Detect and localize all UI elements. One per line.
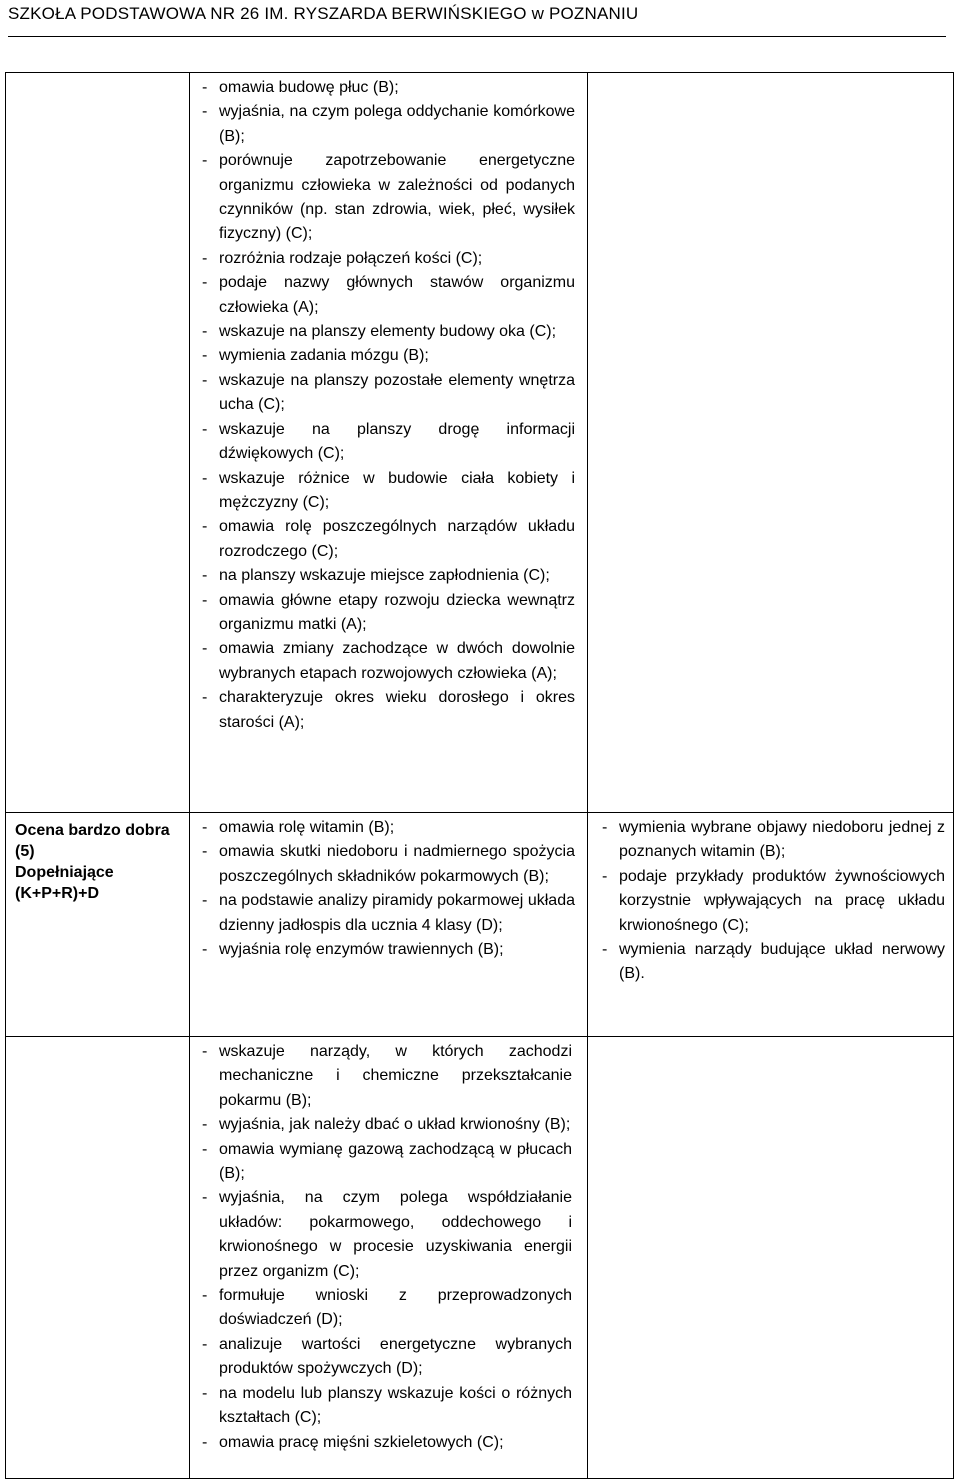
list-item: - charakteryzuje okres wieku dorosłego i okres starości (A); — [202, 686, 575, 735]
list-item: - wskazuje różnice w budowie ciała kobiety i mężczyzny (C); — [202, 467, 575, 516]
list-item: - wskazuje na planszy pozostałe elementy wnętrza ucha (C); — [202, 369, 575, 418]
requirements-cell — [190, 73, 588, 813]
list-item: - wymienia wybrane objawy niedoboru jednej z poznanych witamin (B); — [602, 816, 945, 865]
table-row — [6, 1037, 954, 1479]
requirements-list — [202, 1040, 572, 1455]
requirements-cell — [588, 73, 954, 813]
table-row — [6, 813, 954, 1037]
list-item: - omawia zmiany zachodzące w dwóch dowolnie wybranych etapach rozwojowych człowieka (A); — [202, 637, 575, 686]
list-item: - na planszy wskazuje miejsce zapłodnienia (C); — [202, 564, 575, 588]
list-item: - omawia główne etapy rozwoju dziecka wewnątrz organizmu matki (A); — [202, 589, 575, 638]
grade-label — [6, 1037, 189, 1044]
grade-cell — [6, 73, 190, 813]
list-item: - podaje nazwy głównych stawów organizmu człowieka (A); — [202, 271, 575, 320]
grade-cell — [6, 1037, 190, 1479]
list-item: - wymienia zadania mózgu (B); — [202, 344, 575, 368]
requirements-table — [5, 72, 954, 1479]
grade-label: Ocena bardzo dobra (5) Dopełniające (K+P+R)+D — [15, 822, 170, 902]
header-divider — [8, 36, 946, 37]
grade-cell — [6, 813, 190, 1037]
list-item: - na podstawie analizy piramidy pokarmowej układa dzienny jadłospis dla ucznia 4 klasy (D); — [202, 889, 575, 938]
list-item: - formułuje wnioski z przeprowadzonych doświadczeń (D); — [202, 1284, 572, 1333]
requirements-list — [202, 816, 575, 962]
requirements-list — [602, 816, 945, 987]
requirements-list — [202, 76, 575, 735]
list-item: - wyjaśnia, na czym polega oddychanie komórkowe (B); — [202, 100, 575, 149]
list-item: - wskazuje na planszy elementy budowy oka (C); — [202, 320, 575, 344]
table-row — [6, 73, 954, 813]
list-item: - wyjaśnia rolę enzymów trawiennych (B); — [202, 938, 575, 962]
requirements-cell — [588, 813, 954, 1037]
list-item: - omawia pracę mięśni szkieletowych (C); — [202, 1431, 572, 1455]
list-item: - omawia rolę poszczególnych narządów układu rozrodczego (C); — [202, 515, 575, 564]
requirements-cell — [190, 813, 588, 1037]
list-item: - wskazuje narządy, w których zachodzi mechaniczne i chemiczne przekształcanie pokarmu (B); — [202, 1040, 572, 1113]
list-item: - wyjaśnia, na czym polega współdziałanie układów: pokarmowego, oddechowego i krwionośnego w procesie uzyskiwania energii przez organizm (C); — [202, 1186, 572, 1284]
list-item: - podaje przykłady produktów żywnościowych korzystnie wpływających na pracę układu krwionośnego (C); — [602, 865, 945, 938]
list-item: - wymienia narządy budujące układ nerwowy (B). — [602, 938, 945, 987]
list-item: - omawia wymianę gazową zachodzącą w płucach (B); — [202, 1138, 572, 1187]
list-item: - rozróżnia rodzaje połączeń kości (C); — [202, 247, 575, 271]
list-item: - omawia rolę witamin (B); — [202, 816, 575, 840]
page-header: SZKOŁA PODSTAWOWA NR 26 IM. RYSZARDA BERWIŃSKIEGO w POZNANIU — [8, 4, 639, 23]
list-item: - na modelu lub planszy wskazuje kości o różnych kształtach (C); — [202, 1382, 572, 1431]
list-item: - wskazuje na planszy drogę informacji dźwiękowych (C); — [202, 418, 575, 467]
list-item: - wyjaśnia, jak należy dbać o układ krwionośny (B); — [202, 1113, 572, 1137]
grade-label — [6, 73, 189, 80]
list-item: - omawia skutki niedoboru i nadmiernego spożycia poszczególnych składników pokarmowych (B); — [202, 840, 575, 889]
list-item: - omawia budowę płuc (B); — [202, 76, 575, 100]
requirements-cell — [588, 1037, 954, 1479]
list-item: - porównuje zapotrzebowanie energetyczne organizmu człowieka w zależności od podanych czynników (np. stan zdrowia, wiek, płeć, wysiłek fizyczny) (C); — [202, 149, 575, 247]
list-item: - analizuje wartości energetyczne wybranych produktów spożywczych (D); — [202, 1333, 572, 1382]
requirements-cell — [190, 1037, 588, 1479]
